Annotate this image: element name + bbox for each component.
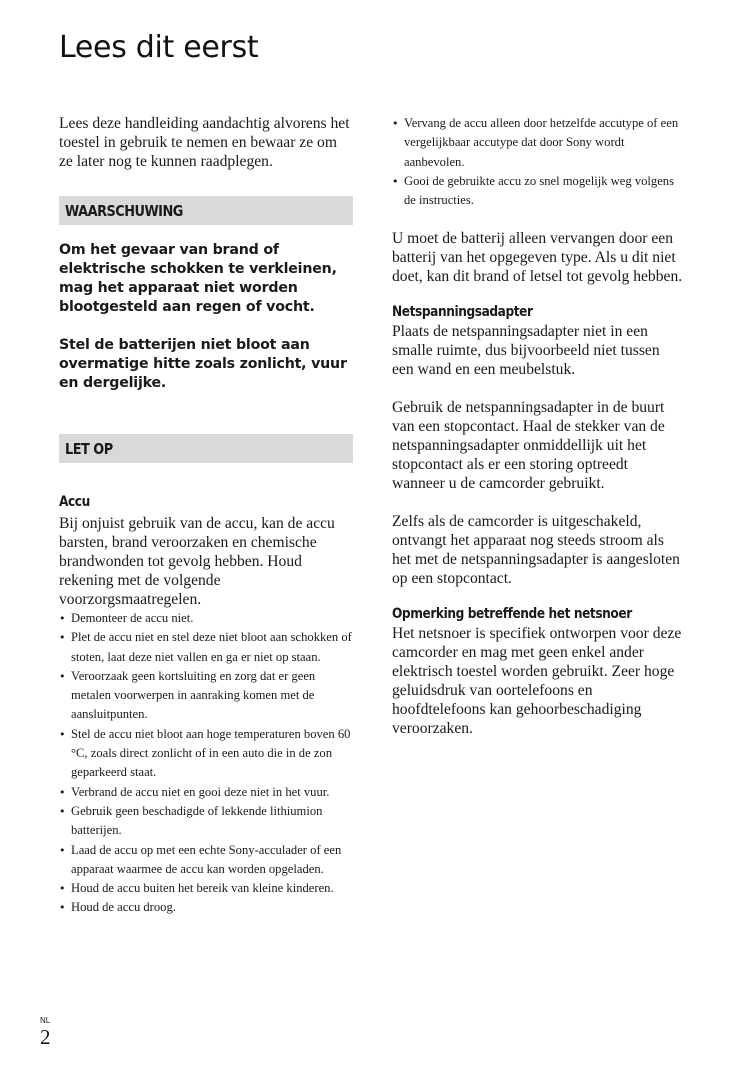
- list-item: • Laad de accu op met een echte Sony-acculader of een apparaat waarmee de accu kan worden opgeladen.: [59, 841, 353, 880]
- warning-heading: WAARSCHUWING: [65, 201, 183, 220]
- intro-paragraph: Lees deze handleiding aandachtig alvorens het toestel in gebruik te nemen en bewaar ze om ze later nog te kunnen raadplegen.: [59, 115, 350, 170]
- adapter-heading: Netspanningsadapter: [392, 304, 533, 321]
- list-item: • Verbrand de accu niet en gooi deze niet in het vuur.: [59, 783, 353, 802]
- battery-paragraph: U moet de batterij alleen vervangen door een batterij van het opgegeven type. Als u dit niet doet, kan dit brand of letsel tot gevolg hebben.: [392, 230, 683, 286]
- page-footer: [40, 1016, 51, 1048]
- adapter-paragraph-2: Gebruik de netspanningsadapter in de buurt van een stopcontact. Haal de stekker van de netspanningsadapter onmiddellijk uit het stopcontact als er een storing optreedt wanneer u de camcorder gebruikt.: [392, 399, 665, 493]
- replacement-bullet-list: [392, 114, 684, 210]
- warning-paragraph-2: Stel de batterijen niet bloot aan overmatige hitte zoals zonlicht, vuur en dergelijke.: [59, 337, 347, 391]
- left-column: [59, 114, 353, 918]
- caution-heading: LET OP: [65, 439, 113, 458]
- list-item: • Demonteer de accu niet.: [59, 609, 353, 628]
- list-item: • Houd de accu buiten het bereik van kleine kinderen.: [59, 879, 353, 898]
- right-column: [392, 114, 684, 738]
- accu-heading: Accu: [59, 494, 90, 510]
- warning-paragraph-1: Om het gevaar van brand of elektrische schokken te verkleinen, mag het apparaat niet worden blootgesteld aan regen of vocht.: [59, 242, 337, 315]
- adapter-paragraph-1: Plaats de netspanningsadapter niet in een smalle ruimte, dus bijvoorbeeld niet tussen een wand en een meubelstuk.: [392, 323, 660, 379]
- list-item: • Stel de accu niet bloot aan hoge temperaturen boven 60 °C, zoals direct zonlicht of in een auto die in de zon geparkeerd staat.: [59, 725, 353, 783]
- language-code: NL: [40, 1016, 51, 1025]
- list-item: • Veroorzaak geen kortsluiting en zorg dat er geen metalen voorwerpen in aanraking komen met de aansluitpunten.: [59, 667, 353, 725]
- cord-heading: Opmerking betreffende het netsnoer: [392, 606, 632, 623]
- list-item: • Vervang de accu alleen door hetzelfde accutype of een vergelijkbaar accutype dat door Sony wordt aanbevolen.: [392, 114, 684, 172]
- accu-paragraph: Bij onjuist gebruik van de accu, kan de accu barsten, brand veroorzaken en chemische brandwonden tot gevolg hebben. Houd rekening met de volgende voorzorgsmaatregelen.: [59, 515, 335, 608]
- warning-heading-box: [59, 196, 353, 225]
- list-item: • Plet de accu niet en stel deze niet bloot aan schokken of stoten, laat deze niet vallen en ga er niet op staan.: [59, 628, 353, 667]
- caution-heading-box: [59, 434, 353, 463]
- accu-bullet-list: [59, 609, 353, 918]
- adapter-paragraph-3: Zelfs als de camcorder is uitgeschakeld, ontvangt het apparaat nog steeds stroom als het met de netspanningsadapter is aangesloten op een stopcontact.: [392, 513, 680, 588]
- list-item: • Gooi de gebruikte accu zo snel mogelijk weg volgens de instructies.: [392, 172, 684, 211]
- page-title: Lees dit eerst: [59, 30, 259, 65]
- list-item: • Gebruik geen beschadigde of lekkende lithiumion batterijen.: [59, 802, 353, 841]
- cord-paragraph: Het netsnoer is specifiek ontworpen voor deze camcorder en mag met geen enkel ander elektrisch toestel worden gebruikt. Zeer hoge geluidsdruk van oortelefoons en hoofdtelefoons kan gehoorbeschadiging veroorzaken.: [392, 625, 682, 738]
- list-item: • Houd de accu droog.: [59, 898, 353, 917]
- page-number: 2: [40, 1025, 51, 1049]
